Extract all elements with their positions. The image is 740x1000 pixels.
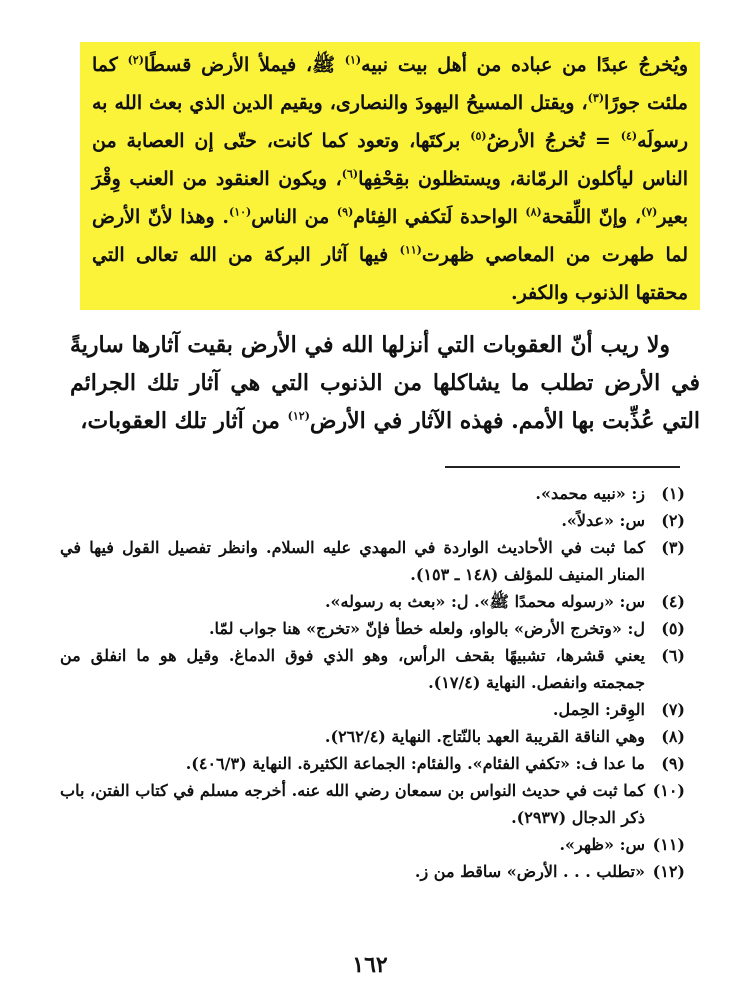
passage-text: من الناس bbox=[251, 206, 337, 228]
footnote-number: (١) bbox=[661, 484, 685, 503]
passage-text: فيها آثار البركة من الله تعالى التي محقتها الذنوب والكفر. bbox=[92, 244, 688, 304]
footnote-number: (٢) bbox=[661, 511, 685, 530]
passage-text: ، ويكون العنقود من العنب وِقْرَ بعير bbox=[92, 168, 688, 228]
footnote-item bbox=[60, 507, 685, 534]
footnote-ref[interactable]: (١٢) bbox=[287, 409, 310, 423]
footnote-ref[interactable]: (١٠) bbox=[228, 205, 252, 219]
footnote-ref[interactable]: (٦) bbox=[341, 167, 359, 181]
footnote-item bbox=[60, 588, 685, 615]
footnote-ref[interactable]: (٢) bbox=[127, 53, 144, 67]
footnote-item bbox=[60, 858, 685, 885]
footnote-text: ل: «وتخرج الأرض» بالواو، ولعله خطأ فإنّ «تخرج» هنا جواب لمّا. bbox=[208, 619, 645, 638]
footnote-number: (١٠) bbox=[652, 781, 685, 800]
footnote-item bbox=[60, 696, 685, 723]
footnote-separator bbox=[445, 466, 680, 468]
footnote-item bbox=[60, 480, 685, 507]
footnote-text: س: «رسوله محمدًا ﷺ». ل: «بعث به رسوله». bbox=[324, 592, 645, 611]
footnote-item bbox=[60, 777, 685, 831]
footnote-ref[interactable]: (١١) bbox=[399, 243, 422, 257]
footnote-item bbox=[60, 615, 685, 642]
passage-text: ويُخرجُ عبدًا من عباده من أهل بيت نبيه bbox=[361, 54, 688, 76]
footnote-item bbox=[60, 750, 685, 777]
footnote-ref[interactable]: (٣) bbox=[587, 91, 605, 105]
footnote-ref[interactable]: (٨) bbox=[525, 205, 542, 219]
footnote-number: (١٢) bbox=[652, 862, 685, 881]
footnote-text: س: «عدلاً». bbox=[561, 511, 645, 530]
footnote-ref[interactable]: (٧) bbox=[640, 205, 658, 219]
footnote-text: ز: «نبيه محمد». bbox=[535, 484, 645, 503]
footnote-number: (٩) bbox=[661, 754, 685, 773]
footnote-item bbox=[60, 723, 685, 750]
footnote-text: س: «ظهر». bbox=[559, 835, 645, 854]
footnote-number: (١١) bbox=[652, 835, 685, 854]
footnote-number: (٤) bbox=[661, 592, 685, 611]
footnote-text: ما عدا ف: «تكفي الفئام». والفئام: الجماعة الكثيرة. النهاية (٤٠٦/٣). bbox=[185, 754, 645, 773]
body-text: من آثار تلك العقوبات، bbox=[80, 408, 288, 434]
footnote-text: كما ثبت في الأحاديث الواردة في المهدي عليه السلام. وانظر تفصيل القول فيها في المنار المنيف للمؤلف (١٤٨ ـ ١٥٣). bbox=[60, 538, 645, 584]
footnote-text: يعني قشرها، تشبيهًا بقحف الرأس، وهو الذي فوق الدماغ. وقيل هو ما انفلق من جمجمته وانفصل. النهاية (١٧/٤). bbox=[60, 646, 645, 692]
body-text: ولا ريب أنّ العقوبات التي أنزلها الله في الأرض بقيت آثارها ساريةً في الأرض تطلب ما يشاكلها من الذنوب التي هي آثار تلك الجرائم التي عُذِّبت بها الأمم. فهذه الآثار في الأرض bbox=[70, 332, 700, 434]
footnote-ref[interactable]: (٥) bbox=[470, 129, 487, 143]
footnote-number: (٨) bbox=[661, 727, 685, 746]
passage-text: الواحدة لَتكفي الفِئام bbox=[353, 206, 526, 228]
footnote-text: كما ثبت في حديث النواس بن سمعان رضي الله عنه. أخرجه مسلم في كتاب الفتن، باب ذكر الدجال (٢٩٣٧). bbox=[60, 781, 645, 827]
passage-text: بركتَها، وتعود كما كانت، حتّى إن العصابة من الناس ليأكلون الرمّانة، ويستظلون بقِحْفِها bbox=[92, 130, 688, 190]
footnote-number: (٥) bbox=[661, 619, 685, 638]
footnote-number: (٦) bbox=[661, 646, 685, 665]
footnote-number: (٧) bbox=[661, 700, 685, 719]
footnote-item bbox=[60, 831, 685, 858]
footnote-item bbox=[60, 642, 685, 696]
passage-text: ، وإنّ اللِّقحة bbox=[541, 206, 641, 228]
passage-text: = تُخرجُ الأرضُ bbox=[486, 130, 621, 152]
passage-text: ﷺ، فيملأ الأرض قسطًا bbox=[143, 54, 345, 76]
page-number: ١٦٢ bbox=[352, 952, 388, 978]
passage-text: كما ملئت جورًا bbox=[92, 54, 688, 114]
passage-text: ، ويقتل المسيحُ اليهودَ والنصارى، ويقيم الدين الذي بعث الله به رسولَه bbox=[92, 92, 689, 152]
footnote-ref[interactable]: (٩) bbox=[336, 205, 354, 219]
footnote-text: الوِقر: الحِمل. bbox=[552, 700, 645, 719]
footnote-number: (٣) bbox=[661, 538, 685, 557]
footnote-text: «تطلب . . . الأرض» ساقط من ز. bbox=[414, 862, 645, 881]
highlighted-passage bbox=[92, 46, 688, 312]
footnotes-list bbox=[60, 480, 685, 885]
passage-text: . وهذا لأنّ الأرض لما طهرت من المعاصي ظهرت bbox=[92, 206, 689, 266]
footnote-item bbox=[60, 534, 685, 588]
body-paragraph bbox=[70, 326, 700, 440]
footnote-ref[interactable]: (١) bbox=[344, 53, 362, 67]
footnote-ref[interactable]: (٤) bbox=[620, 129, 638, 143]
footnote-text: وهي الناقة القريبة العهد بالنّتاج. النهاية (٢٦٢/٤). bbox=[324, 727, 645, 746]
